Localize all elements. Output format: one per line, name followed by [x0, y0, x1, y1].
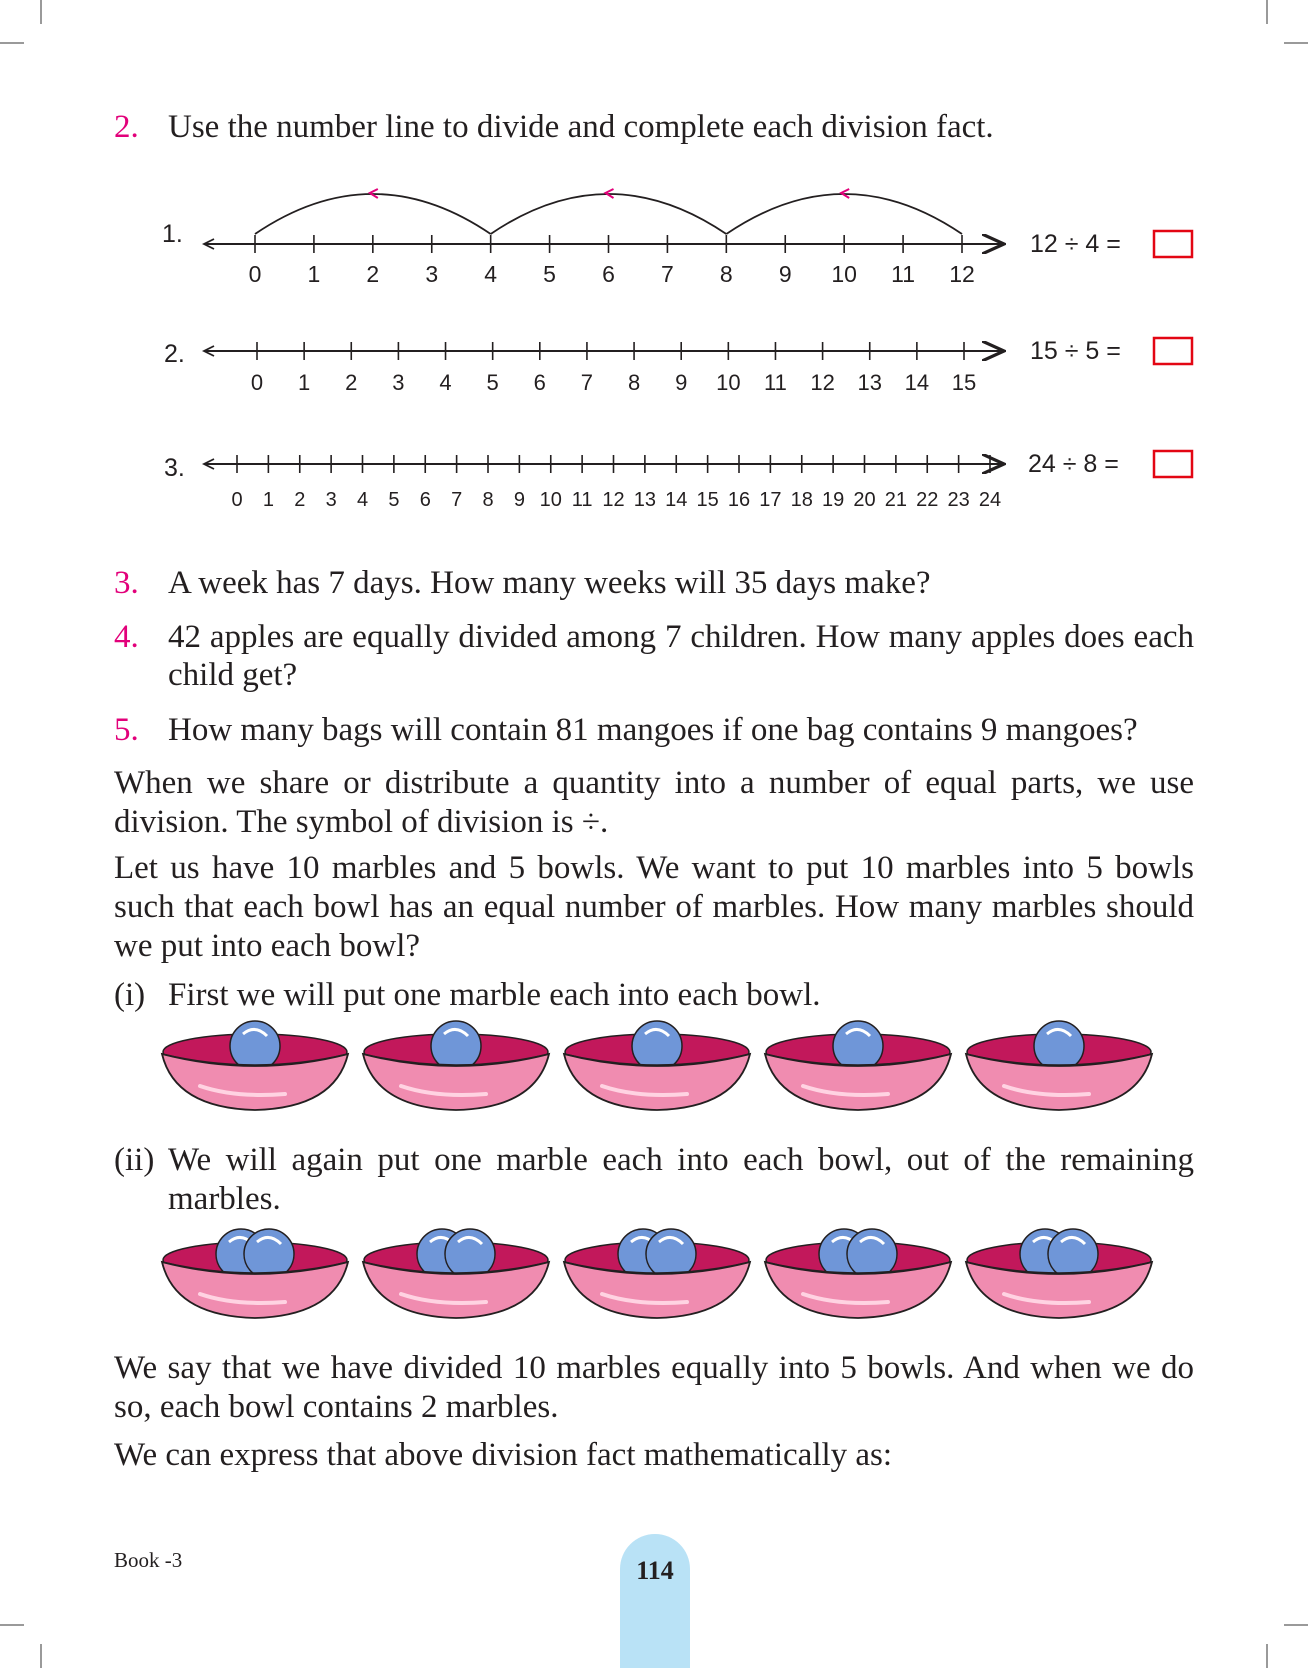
crop-mark — [1284, 42, 1308, 44]
crop-mark — [1266, 0, 1268, 24]
tick-label: 5 — [388, 489, 400, 511]
division-definition: When we share or distribute a quantity into a number of equal parts, we use division. The symbol of division is ÷. — [114, 765, 1194, 840]
tick-label: 1 — [307, 261, 321, 287]
tick-label: 10 — [539, 489, 562, 511]
bowl — [564, 1229, 750, 1318]
tick-label: 10 — [716, 370, 741, 395]
tick-label: 21 — [884, 489, 907, 511]
question-text: 42 apples are equally divided among 7 children. How many apples does each child get? — [168, 619, 1194, 693]
tick-label: 23 — [947, 489, 970, 511]
tick-label: 0 — [231, 489, 243, 511]
crop-mark — [0, 42, 24, 44]
tick-label: 6 — [533, 370, 546, 395]
bowl — [564, 1021, 750, 1110]
tick-label: 20 — [853, 489, 876, 511]
tick-label: 18 — [790, 489, 813, 511]
tick-label: 8 — [627, 370, 641, 395]
tick-label: 2 — [366, 261, 380, 287]
tick-label: 3 — [392, 370, 405, 395]
tick-label: 8 — [482, 489, 494, 511]
tick-label: 12 — [949, 261, 975, 287]
tick-label: 2 — [294, 489, 306, 511]
tick-label: 7 — [451, 489, 463, 511]
marbles-problem: Let us have 10 marbles and 5 bowls. We want to put 10 marbles into 5 bowls such that each bowl has an equal number of marbles. How many marbles should we put into each bowl? — [114, 850, 1194, 964]
bowls-one-marble — [160, 1020, 1170, 1120]
question-number: 4. — [114, 619, 139, 655]
tick-label: 13 — [857, 370, 882, 395]
step-label: (i) — [114, 977, 146, 1013]
tick-label: 9 — [778, 261, 792, 287]
crop-mark — [40, 0, 42, 24]
tick-label: 10 — [831, 261, 857, 287]
crop-mark — [0, 1624, 24, 1626]
tick-label: 11 — [571, 489, 593, 511]
tick-label: 22 — [916, 489, 939, 511]
tick-label: 24 — [978, 489, 1002, 511]
step-text: First we will put one marble each into each bowl. — [168, 977, 821, 1013]
tick-label: 16 — [727, 489, 751, 511]
tick-label: 6 — [419, 489, 431, 511]
exercise-number: 2. — [114, 109, 139, 145]
page-number: 114 — [636, 1556, 674, 1585]
crop-mark — [40, 1644, 42, 1668]
tick-label: 9 — [513, 489, 525, 511]
answer-box — [1154, 231, 1192, 257]
jump-arc — [491, 194, 727, 234]
number-line-label: 3. — [164, 454, 185, 482]
question-text: A week has 7 days. How many weeks will 35 days make? — [168, 565, 931, 601]
tick-label: 0 — [248, 261, 262, 287]
tick-label: 8 — [719, 261, 733, 287]
tick-label: 11 — [764, 370, 787, 395]
jump-arc — [255, 194, 491, 234]
page-number-tab — [620, 1534, 690, 1668]
bowl — [363, 1229, 549, 1318]
exercise-instruction: Use the number line to divide and complete each division fact. — [168, 109, 994, 145]
number-lines — [0, 170, 1308, 520]
number-line-label: 1. — [162, 220, 183, 248]
tick-label: 12 — [602, 489, 625, 511]
tick-label: 3 — [325, 489, 337, 511]
bowl — [162, 1229, 348, 1318]
bowl — [765, 1229, 951, 1318]
division-equation: 12 ÷ 4 = — [1030, 230, 1121, 258]
tick-label: 14 — [665, 489, 688, 511]
tick-label: 12 — [810, 370, 835, 395]
tick-label: 4 — [484, 261, 498, 287]
tick-label: 7 — [661, 261, 674, 287]
tick-label: 0 — [250, 370, 264, 395]
question-number: 3. — [114, 565, 139, 601]
number-line-1 — [162, 189, 1192, 287]
division-equation: 24 ÷ 8 = — [1028, 450, 1119, 478]
tick-label: 19 — [822, 489, 845, 511]
jump-arc — [726, 194, 962, 234]
tick-label: 9 — [675, 370, 688, 395]
answer-box — [1154, 338, 1192, 364]
question-number: 5. — [114, 712, 139, 748]
division-equation: 15 ÷ 5 = — [1030, 337, 1121, 365]
bowl — [765, 1021, 951, 1110]
crop-mark — [1284, 1624, 1308, 1626]
step-text: We will again put one marble each into each bowl, out of the remaining marbles. — [168, 1142, 1194, 1217]
bowl — [162, 1021, 348, 1110]
tick-label: 2 — [345, 370, 358, 395]
tick-label: 15 — [696, 489, 719, 511]
tick-label: 3 — [425, 261, 439, 287]
question-text: How many bags will contain 81 mangoes if one bag contains 9 mangoes? — [168, 712, 1138, 748]
tick-label: 5 — [486, 370, 499, 395]
number-line-3 — [164, 450, 1192, 511]
book-label: Book -3 — [114, 1548, 183, 1572]
bowl — [363, 1021, 549, 1110]
tick-label: 17 — [759, 489, 782, 511]
number-line-2 — [164, 337, 1192, 395]
conclusion: We say that we have divided 10 marbles equally into 5 bowls. And when we do so, each bowl contains 2 marbles. — [114, 1350, 1194, 1425]
tick-label: 5 — [543, 261, 556, 287]
answer-box — [1154, 451, 1192, 477]
tick-label: 7 — [580, 370, 594, 395]
number-line-label: 2. — [164, 340, 185, 368]
tick-label: 1 — [262, 489, 274, 511]
tick-label: 1 — [298, 370, 311, 395]
bowls-two-marbles — [160, 1228, 1170, 1328]
tick-label: 6 — [602, 261, 615, 287]
bowl — [966, 1021, 1152, 1110]
express-statement: We can express that above division fact mathematically as: — [114, 1437, 893, 1473]
tick-label: 13 — [633, 489, 656, 511]
tick-label: 15 — [951, 370, 977, 395]
step-label: (ii) — [114, 1142, 155, 1178]
tick-label: 11 — [891, 261, 916, 287]
tick-label: 4 — [356, 489, 369, 511]
tick-label: 4 — [439, 370, 452, 395]
bowl — [966, 1229, 1152, 1318]
tick-label: 14 — [904, 370, 930, 395]
crop-mark — [1266, 1644, 1268, 1668]
